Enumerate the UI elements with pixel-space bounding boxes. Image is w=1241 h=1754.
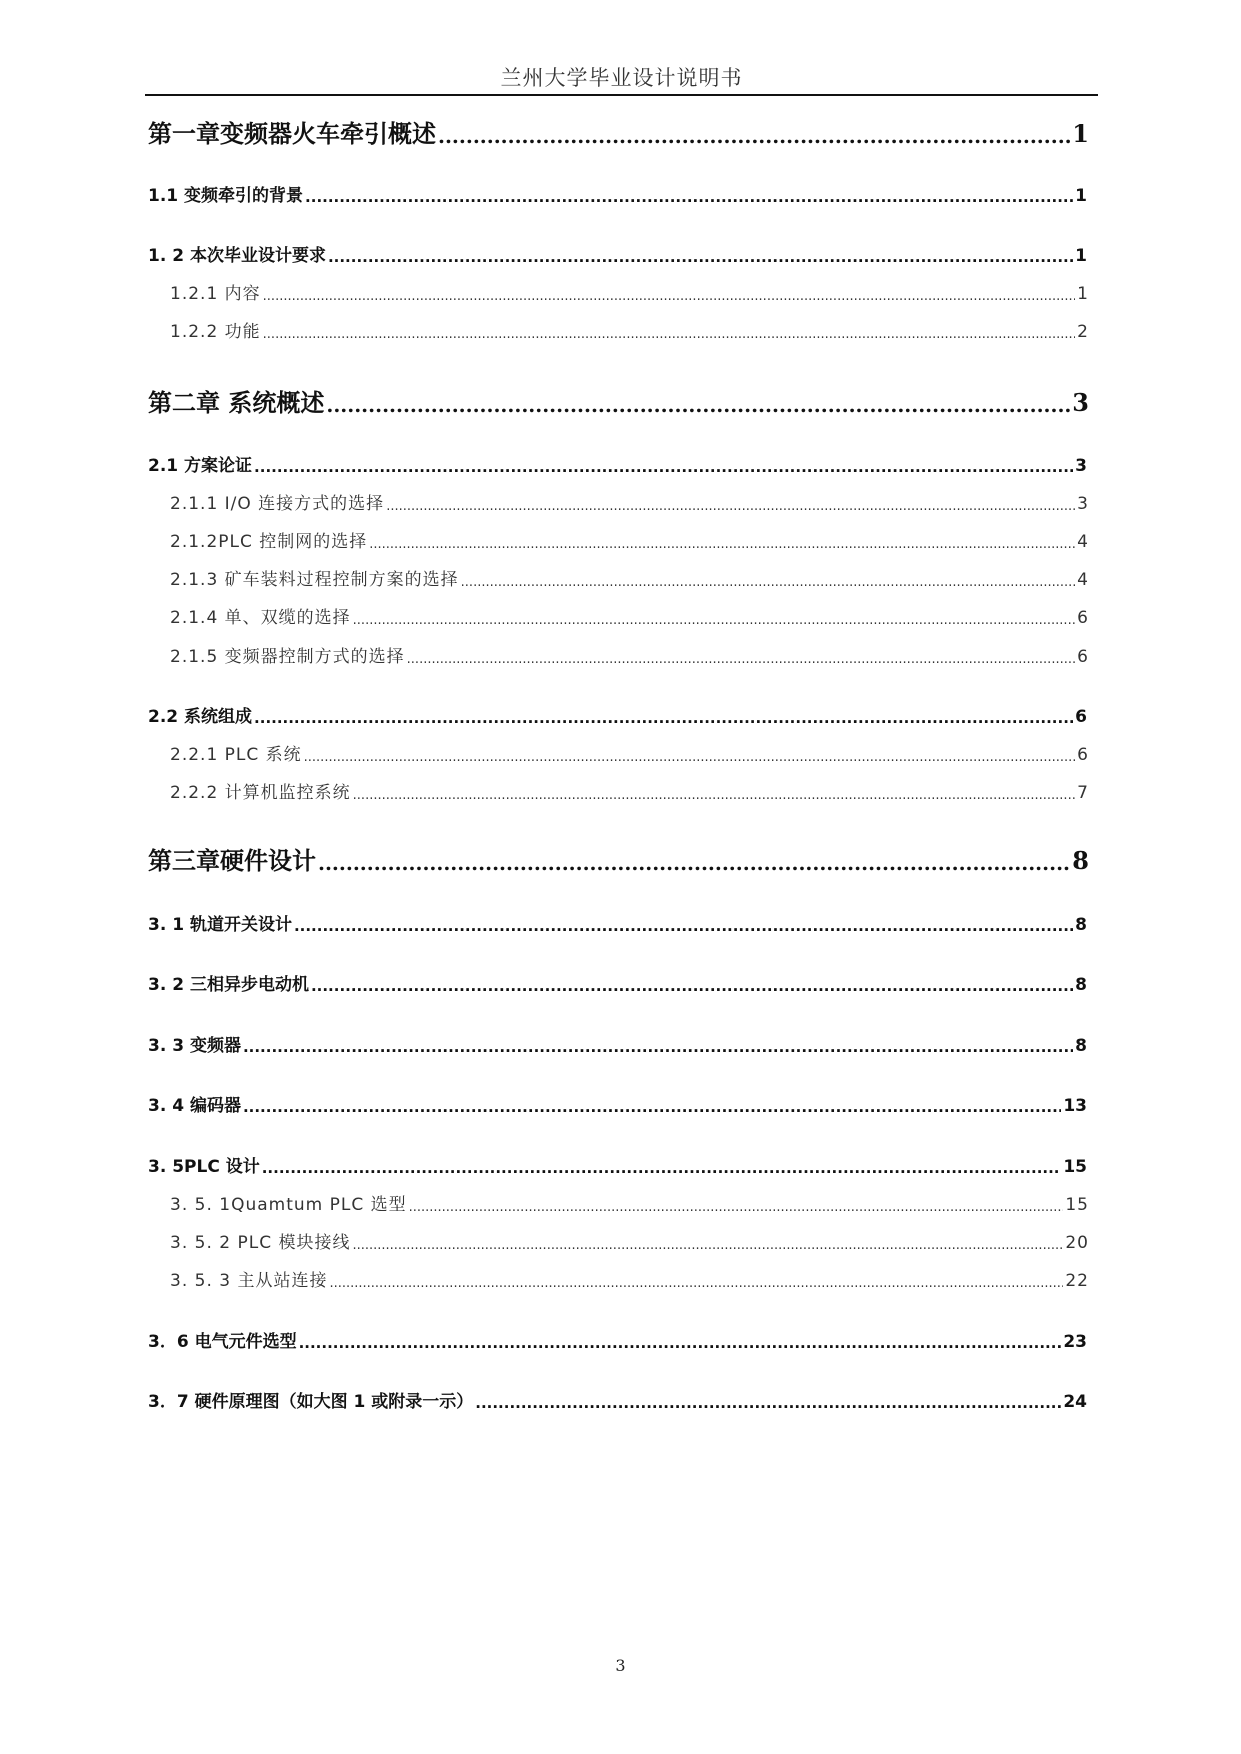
toc-dot-leader bbox=[311, 979, 1073, 994]
toc-entry[interactable] bbox=[0, 785, 1089, 802]
toc-entry-label: 3．6 电气元件选型 bbox=[148, 1332, 297, 1352]
toc-entry-page: 24 bbox=[1063, 1392, 1087, 1412]
toc-entry-label: 3. 2 三相异步电动机 bbox=[148, 975, 309, 995]
toc-dot-leader bbox=[254, 711, 1073, 726]
toc-entry-page: 8 bbox=[1075, 975, 1087, 995]
toc-dot-leader bbox=[243, 1100, 1061, 1115]
toc-entry-label: 3. 3 变频器 bbox=[148, 1036, 241, 1056]
toc-entry-label: 2.1.3 矿车装料过程控制方案的选择 bbox=[170, 570, 459, 590]
toc-entry-label: 1.2.2 功能 bbox=[170, 322, 261, 342]
toc-entry-label: 3. 1 轨道开关设计 bbox=[148, 915, 292, 935]
toc-entry[interactable] bbox=[0, 572, 1089, 589]
toc-entry[interactable] bbox=[0, 917, 1087, 934]
toc-entry[interactable] bbox=[0, 1273, 1089, 1290]
toc-entry[interactable] bbox=[0, 1334, 1087, 1351]
toc-dot-leader bbox=[304, 751, 1076, 764]
toc-dot-leader bbox=[262, 1161, 1062, 1176]
toc-entry-label: 1.2.1 内容 bbox=[170, 284, 261, 304]
toc-entry-page: 6 bbox=[1077, 608, 1089, 628]
toc-entry-page: 23 bbox=[1063, 1332, 1087, 1352]
toc-entry-label: 1.1 变频牵引的背景 bbox=[148, 186, 304, 206]
toc-entry[interactable] bbox=[0, 534, 1089, 551]
toc-entry[interactable] bbox=[0, 119, 1089, 148]
toc-entry-label: 3. 5PLC 设计 bbox=[148, 1157, 260, 1177]
toc-dot-leader bbox=[263, 290, 1076, 303]
toc-entry-page: 3 bbox=[1072, 388, 1089, 417]
toc-entry-label: 2.1.5 变频器控制方式的选择 bbox=[170, 647, 405, 667]
toc-entry-page: 1 bbox=[1075, 246, 1087, 266]
toc-entry-label: 第二章 系统概述 bbox=[148, 388, 325, 417]
toc-entry-page: 2 bbox=[1077, 322, 1089, 342]
toc-entry[interactable] bbox=[0, 286, 1089, 303]
toc-entry-page: 22 bbox=[1065, 1271, 1089, 1291]
toc-entry-label: 2.1 方案论证 bbox=[148, 456, 253, 476]
toc-dot-leader bbox=[318, 853, 1070, 873]
toc-entry-page: 1 bbox=[1077, 284, 1089, 304]
toc-entry-page: 6 bbox=[1077, 647, 1089, 667]
toc-entry-page: 6 bbox=[1077, 745, 1089, 765]
toc-entry[interactable] bbox=[0, 649, 1089, 666]
toc-dot-leader bbox=[407, 653, 1076, 666]
toc-dot-leader bbox=[254, 460, 1073, 475]
toc-entry-label: 2.2.2 计算机监控系统 bbox=[170, 783, 351, 803]
toc-entry-page: 15 bbox=[1065, 1195, 1089, 1215]
toc-entry-label: 第一章变频器火车牵引概述 bbox=[148, 119, 436, 148]
page-header-title: 兰州大学毕业设计说明书 bbox=[500, 66, 743, 90]
toc-entry-label: 2.1.1 I/O 连接方式的选择 bbox=[170, 494, 385, 514]
toc-entry[interactable] bbox=[0, 458, 1087, 475]
toc-dot-leader bbox=[299, 1336, 1062, 1351]
toc-entry-label: 2.2.1 PLC 系统 bbox=[170, 745, 302, 765]
toc-entry-page: 8 bbox=[1075, 915, 1087, 935]
toc-dot-leader bbox=[353, 614, 1076, 627]
toc-dot-leader bbox=[243, 1040, 1073, 1055]
toc-entry-label: 1. 2 本次毕业设计要求 bbox=[148, 246, 326, 266]
toc-entry-label: 3．7 硬件原理图（如大图 1 或附录一示） bbox=[148, 1392, 474, 1412]
toc-entry[interactable] bbox=[0, 388, 1089, 417]
toc-dot-leader bbox=[294, 919, 1073, 934]
toc-entry[interactable] bbox=[0, 709, 1087, 726]
toc-dot-leader bbox=[329, 1277, 1063, 1290]
toc-entry-page: 7 bbox=[1077, 783, 1089, 803]
toc-dot-leader bbox=[438, 126, 1070, 146]
header-rule bbox=[145, 94, 1098, 96]
toc-entry-label: 2.1.2PLC 控制网的选择 bbox=[170, 532, 368, 552]
toc-dot-leader bbox=[263, 328, 1076, 341]
toc-entry[interactable] bbox=[0, 324, 1089, 341]
toc-entry-page: 8 bbox=[1072, 846, 1089, 875]
toc-entry-page: 8 bbox=[1075, 1036, 1087, 1056]
toc-dot-leader bbox=[326, 395, 1070, 415]
toc-entry-page: 6 bbox=[1075, 707, 1087, 727]
toc-entry-page: 20 bbox=[1065, 1233, 1089, 1253]
page-number: 3 bbox=[615, 1656, 626, 1675]
toc-entry-page: 4 bbox=[1077, 532, 1089, 552]
toc-entry-page: 13 bbox=[1063, 1096, 1087, 1116]
toc-entry[interactable] bbox=[0, 747, 1089, 764]
toc-dot-leader bbox=[475, 1396, 1061, 1411]
toc-entry-page: 3 bbox=[1075, 456, 1087, 476]
toc-entry[interactable] bbox=[0, 1038, 1087, 1055]
toc-entry[interactable] bbox=[0, 188, 1087, 205]
toc-entry[interactable] bbox=[0, 1159, 1087, 1176]
toc-entry-page: 4 bbox=[1077, 570, 1089, 590]
toc-entry-page: 15 bbox=[1063, 1157, 1087, 1177]
toc-entry[interactable] bbox=[0, 1197, 1089, 1214]
toc-entry-page: 3 bbox=[1077, 494, 1089, 514]
toc-entry[interactable] bbox=[0, 1235, 1089, 1252]
toc-entry-label: 2.2 系统组成 bbox=[148, 707, 253, 727]
toc-entry-label: 3. 5. 1Quamtum PLC 选型 bbox=[170, 1195, 407, 1215]
toc-entry-page: 1 bbox=[1072, 119, 1089, 148]
toc-dot-leader bbox=[353, 789, 1076, 802]
toc-dot-leader bbox=[461, 576, 1076, 589]
toc-dot-leader bbox=[328, 250, 1073, 265]
toc-entry-label: 3. 4 编码器 bbox=[148, 1096, 241, 1116]
toc-entry-label: 2.1.4 单、双缆的选择 bbox=[170, 608, 351, 628]
toc-entry-page: 1 bbox=[1075, 186, 1087, 206]
toc-entry[interactable] bbox=[0, 248, 1087, 265]
toc-dot-leader bbox=[409, 1201, 1064, 1214]
toc-entry[interactable] bbox=[0, 496, 1089, 513]
toc-dot-leader bbox=[352, 1239, 1063, 1252]
toc-dot-leader bbox=[305, 190, 1073, 205]
toc-entry-label: 3. 5. 2 PLC 模块接线 bbox=[170, 1233, 351, 1253]
toc-entry[interactable] bbox=[0, 1098, 1087, 1115]
toc-entry[interactable] bbox=[0, 610, 1089, 627]
toc-entry[interactable] bbox=[0, 977, 1087, 994]
toc-entry-label: 3. 5. 3 主从站连接 bbox=[170, 1271, 328, 1291]
toc-entry[interactable] bbox=[0, 1394, 1087, 1411]
toc-dot-leader bbox=[386, 500, 1075, 513]
toc-entry[interactable] bbox=[0, 846, 1089, 875]
toc-entry-label: 第三章硬件设计 bbox=[148, 846, 316, 875]
toc-dot-leader bbox=[369, 538, 1075, 551]
